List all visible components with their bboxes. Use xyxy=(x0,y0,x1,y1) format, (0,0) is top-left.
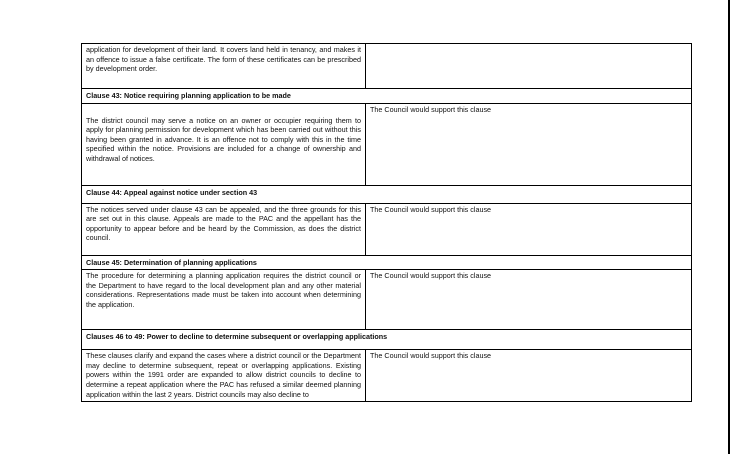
table-row xyxy=(82,185,692,203)
clause-45-heading: Clause 45: Determination of planning applications xyxy=(82,255,692,270)
clauses-table xyxy=(81,43,692,402)
table-row xyxy=(82,89,692,104)
clauses-46-49-comment: The Council would support this clause xyxy=(366,350,692,402)
clauses-46-49-description: These clauses clarify and expand the cases where a district council or the Department may decline to determine subsequent, repeat or overlapping applications. Existing powers within the 1991 order are expanded to allow district councils to decline to determine a repeat application where the PAC has refused a similar deemed planning application within the last 2 years. District councils may also decline to xyxy=(82,350,366,402)
clause-44-heading: Clause 44: Appeal against notice under section 43 xyxy=(82,185,692,203)
clauses-46-49-heading: Clauses 46 to 49: Power to decline to determine subsequent or overlapping applications xyxy=(82,330,692,350)
clause-43-description xyxy=(82,103,366,185)
clause-43-heading: Clause 43: Notice requiring planning application to be made xyxy=(82,89,692,104)
table-row xyxy=(82,270,692,330)
table-row xyxy=(82,44,692,89)
clause-42-comment xyxy=(366,44,692,89)
clause-43-comment: The Council would support this clause xyxy=(366,103,692,185)
clause-43-description-text: The district council may serve a notice on an owner or occupier requiring them to apply for planning permission for development which has been carried out without this having been granted in advance. It is an offence not to comply with this in the time specified within the notice. Provisions are included for a change of ownership and withdrawal of notices. xyxy=(86,115,361,163)
clause-44-comment: The Council would support this clause xyxy=(366,203,692,255)
table-row xyxy=(82,255,692,270)
clause-45-description: The procedure for determining a planning application requires the district council or the Department to have regard to the local development plan and any other material considerations. Representations made must be taken into account when determining the application. xyxy=(82,270,366,330)
clause-45-comment: The Council would support this clause xyxy=(366,270,692,330)
table-row xyxy=(82,330,692,350)
cell-spacer xyxy=(86,105,361,116)
table-row xyxy=(82,350,692,402)
clause-44-description: The notices served under clause 43 can be appealed, and the three grounds for this are set out in this clause. Appeals are made to the PAC and the appellant has the opportunity to appear before and be heard by the Commission, as does the district council. xyxy=(82,203,366,255)
table-row xyxy=(82,103,692,185)
clause-42-description: application for development of their land. It covers land held in tenancy, and makes it an offence to issue a false certificate. The form of these certificates can be prescribed by development order. xyxy=(82,44,366,89)
table-row xyxy=(82,203,692,255)
